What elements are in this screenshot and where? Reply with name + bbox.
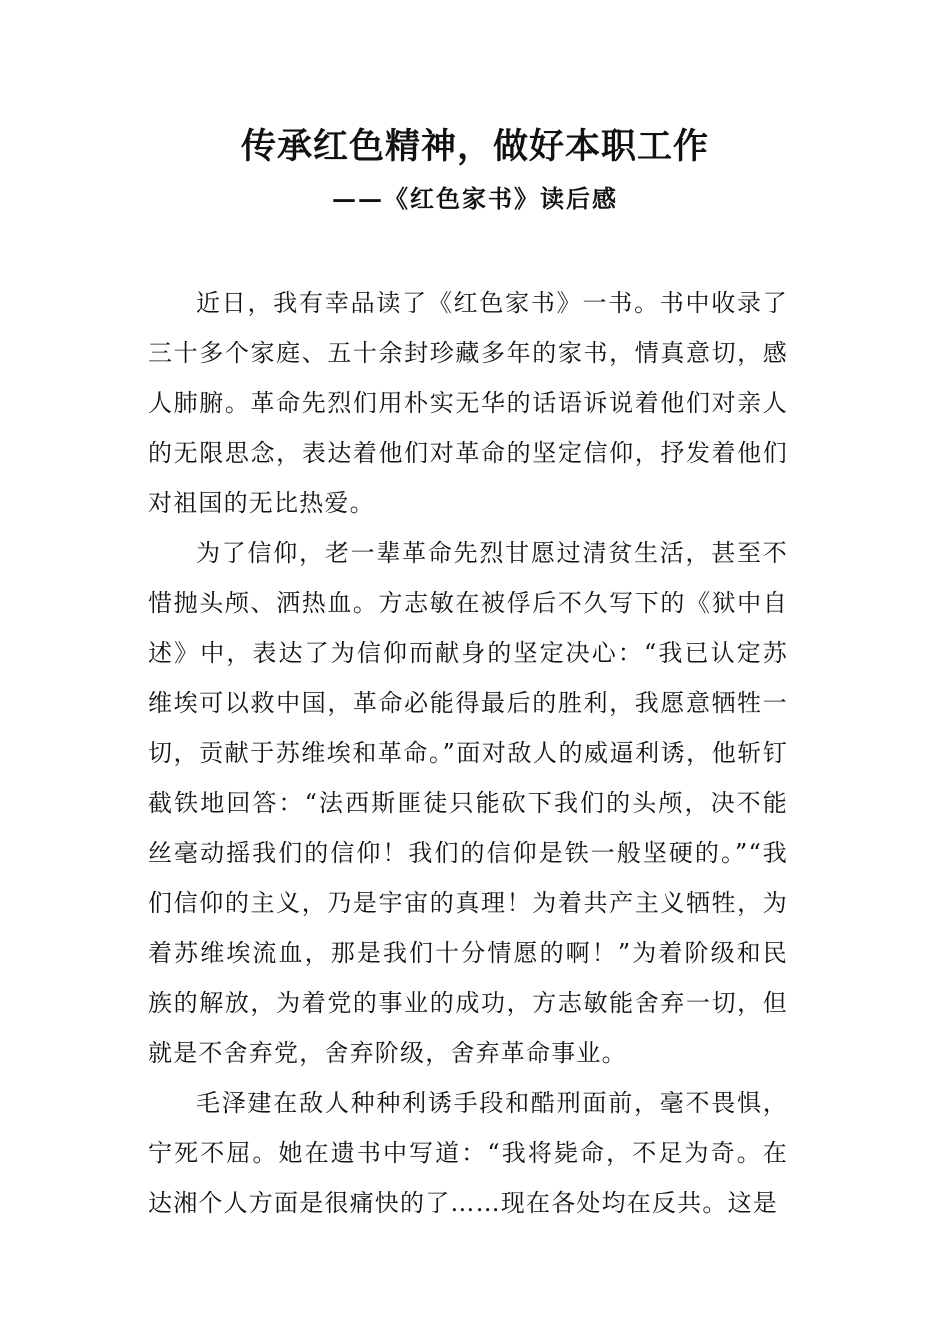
document-subtitle: ——《红色家书》读后感 [332,184,618,213]
document-body [148,278,788,1228]
document-title: 传承红色精神，做好本职工作 [240,127,709,167]
paragraph-3: 毛泽建在敌人种种利诱手段和酷刑面前，毫不畏惧，宁死不屈。她在遗书中写道：“我将毙命，不足为奇。在达湘个人方面是很痛快的了……现在各处均在反共。这是 [148,1089,788,1217]
paragraph-1: 近日，我有幸品读了《红色家书》一书。书中收录了三十多个家庭、五十余封珍藏多年的家书，情真意切，感人肺腑。革命先烈们用朴实无华的话语诉说着他们对亲人的无限思念，表达着他们对革命的坚定信仰，抒发着他们对祖国的无比热爱。 [148,289,788,517]
paragraph-2: 为了信仰，老一辈革命先烈甘愿过清贫生活，甚至不惜抛头颅、洒热血。方志敏在被俘后不久写下的《狱中自述》中，表达了为信仰而献身的坚定决心：“我已认定苏维埃可以救中国，革命必能得最后的胜利，我愿意牺牲一切，贡献于苏维埃和革命。”面对敌人的威逼利诱，他斩钉截铁地回答：“法西斯匪徒只能砍下我们的头颅，决不能丝毫动摇我们的信仰！我们的信仰是铁一般坚硬的。”“我们信仰的主义，乃是宇宙的真理！为着共产主义牺牲，为着苏维埃流血，那是我们十分情愿的啊！”为着阶级和民族的解放，为着党的事业的成功，方志敏能舍弃一切，但就是不舍弃党，舍弃阶级，舍弃革命事业。 [148,539,788,1067]
